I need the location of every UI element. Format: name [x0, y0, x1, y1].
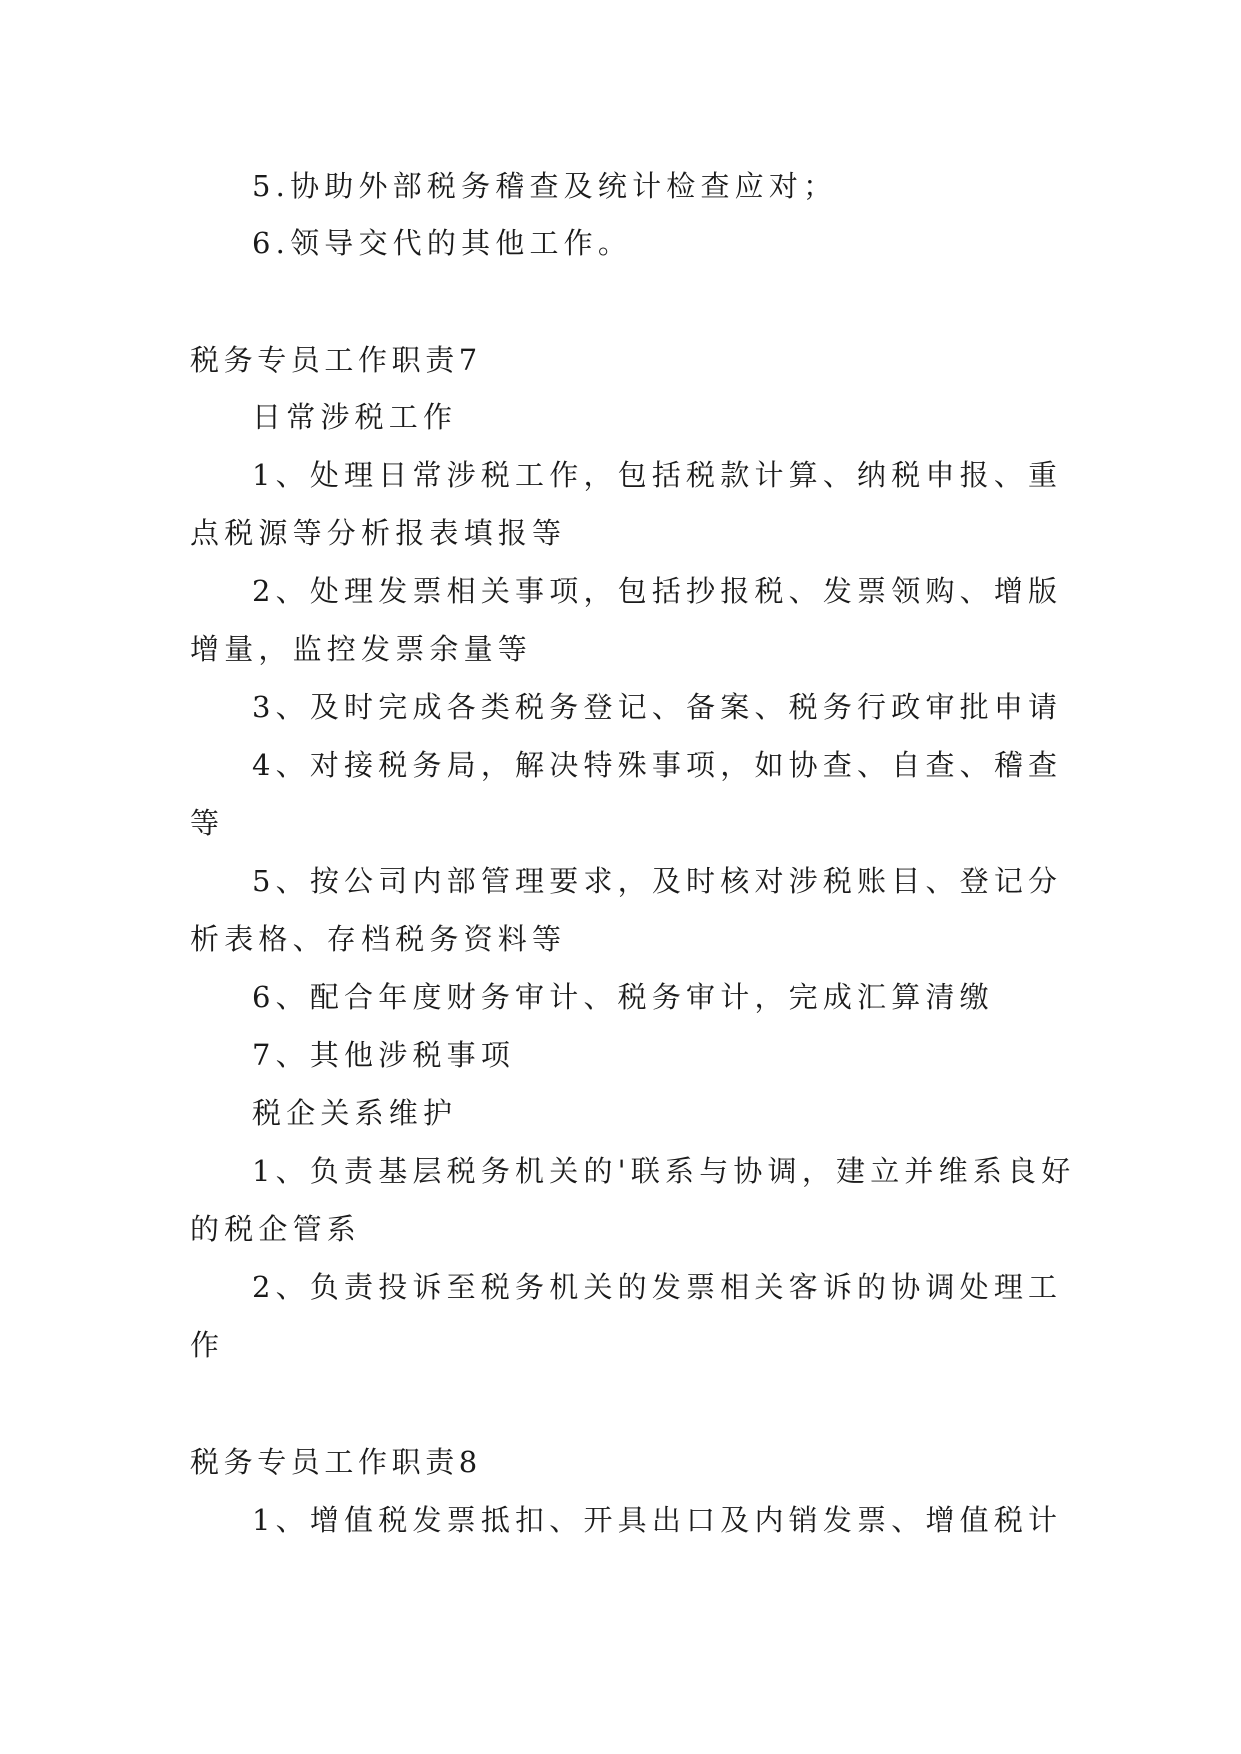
list-item-continuation: 增量，监控发票余量等: [190, 632, 533, 666]
subsection-heading: 日常涉税工作: [252, 400, 458, 434]
list-item: 1、增值税发票抵扣、开具出口及内销发票、增值税计: [252, 1503, 1063, 1537]
list-item-continuation: 析表格、存档税务资料等: [190, 922, 567, 956]
list-item-continuation: 等: [190, 806, 225, 840]
section-heading: 税务专员工作职责7: [190, 343, 482, 377]
list-item: 5.协助外部税务稽查及统计检查应对；: [252, 169, 838, 203]
list-item: 6.领导交代的其他工作。: [252, 226, 633, 260]
list-item-continuation: 的税企管系: [190, 1212, 362, 1246]
list-item-continuation: 作: [190, 1328, 225, 1362]
section-heading: 税务专员工作职责8: [190, 1445, 482, 1479]
list-item: 3、及时完成各类税务登记、备案、税务行政审批申请: [252, 690, 1063, 724]
list-item: 2、处理发票相关事项，包括抄报税、发票领购、增版: [252, 574, 1063, 608]
list-item: 6、配合年度财务审计、税务审计，完成汇算清缴: [252, 980, 994, 1014]
list-item: 4、对接税务局，解决特殊事项，如协查、自查、稽查: [252, 748, 1063, 782]
list-item: 2、负责投诉至税务机关的发票相关客诉的协调处理工: [252, 1270, 1063, 1304]
list-item: 1、处理日常涉税工作，包括税款计算、纳税申报、重: [252, 458, 1063, 492]
subsection-heading: 税企关系维护: [252, 1096, 458, 1130]
list-item-continuation: 点税源等分析报表填报等: [190, 516, 567, 550]
list-item: 1、负责基层税务机关的'联系与协调，建立并维系良好: [252, 1154, 1076, 1188]
list-item: 5、按公司内部管理要求，及时核对涉税账目、登记分: [252, 864, 1063, 898]
list-item: 7、其他涉税事项: [252, 1038, 516, 1072]
